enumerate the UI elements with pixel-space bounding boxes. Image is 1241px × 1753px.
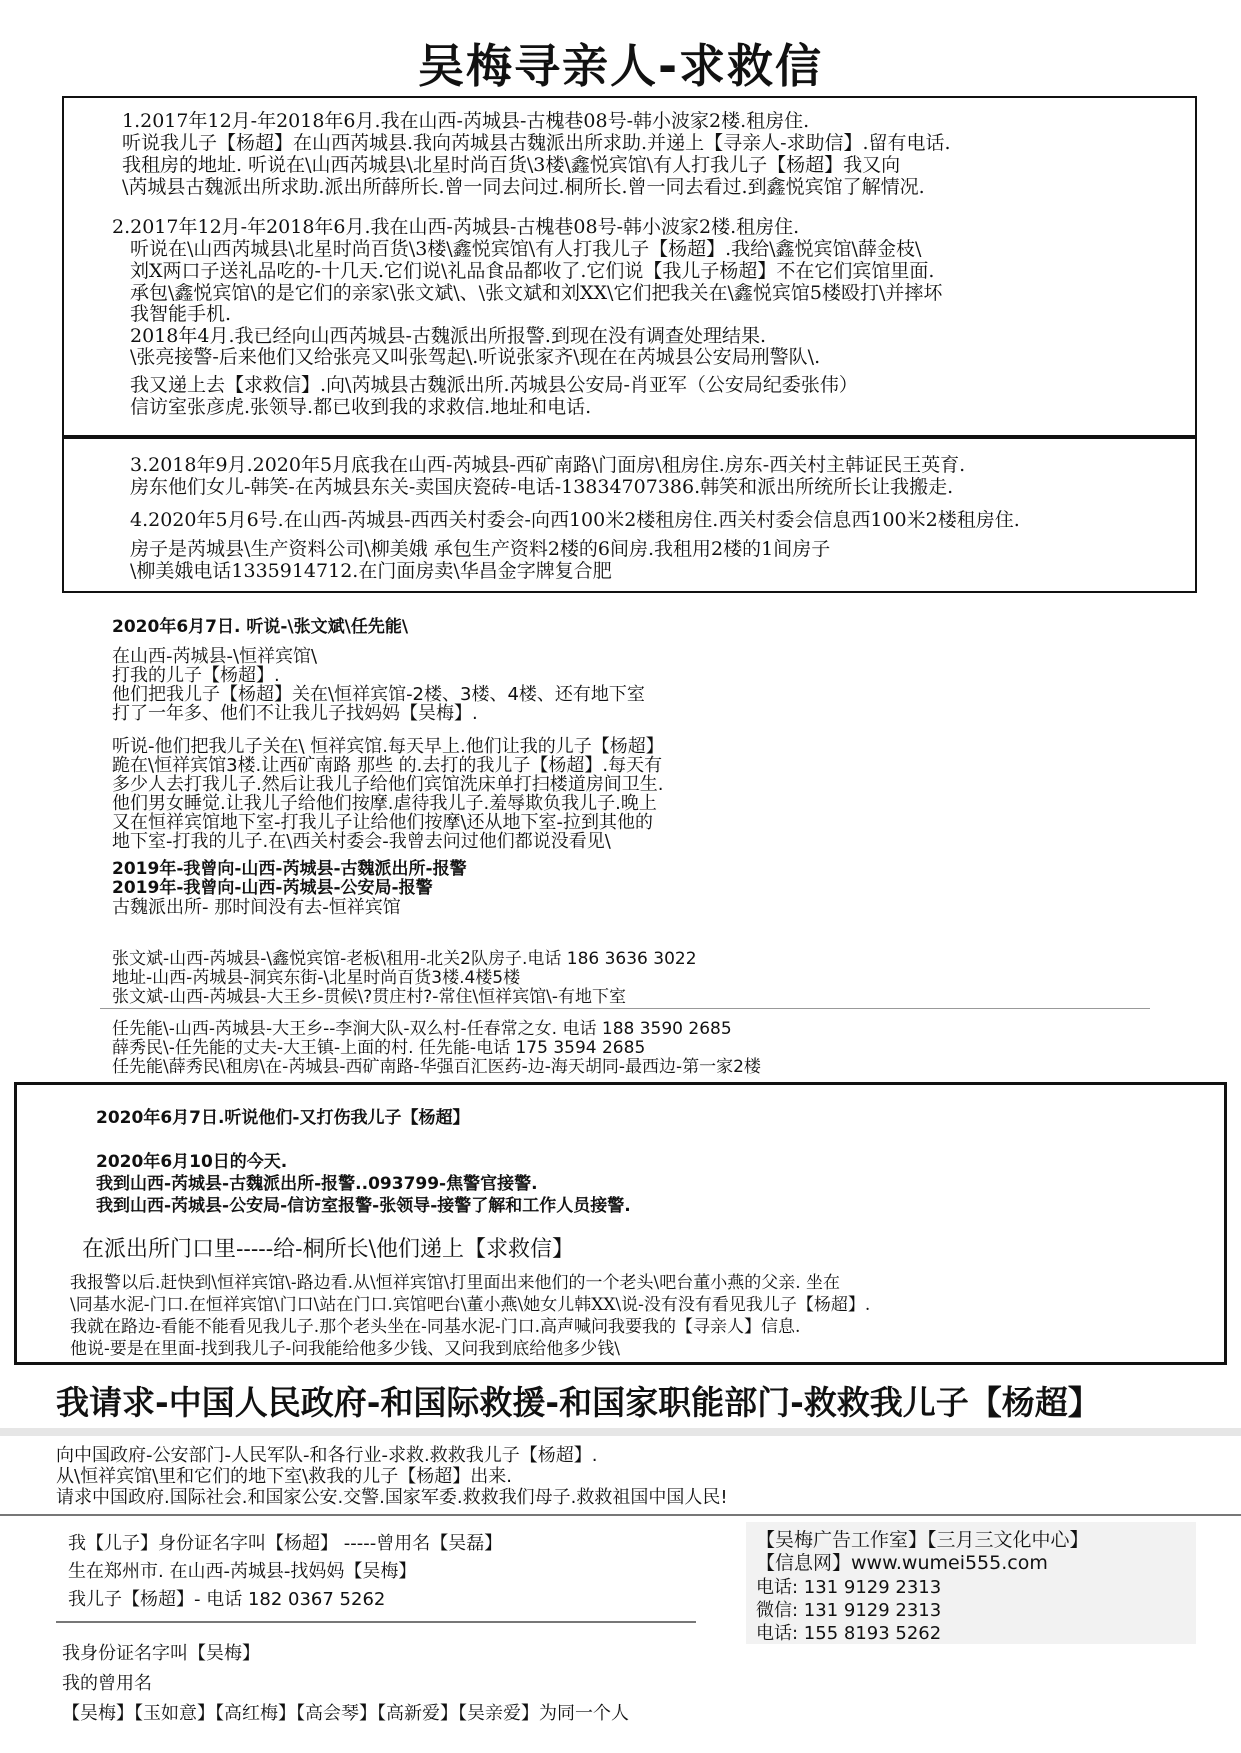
plea-line: 请求中国政府.国际社会.和国家公安.交警.国家军委.救救我们母子.救救祖国中国人民! bbox=[56, 1487, 728, 1508]
plea-line: 从\恒祥宾馆\里和它们的地下室\救我的儿子【杨超】出来. bbox=[56, 1466, 512, 1487]
section4-line: 任先能\-山西-芮城县-大王乡--李涧大队-双么村-任春常之女. 电话 188 3590 2685 bbox=[112, 1019, 732, 1039]
section1-line: 我租房的地址. 听说在\山西芮城县\北星时尚百货\3楼\鑫悦宾馆\有人打我儿子【杨超】我又向 bbox=[122, 154, 901, 176]
section1-line: \芮城县古魏派出所求助.派出所薛所长.曾一同去问过.桐所长.曾一同去看过.到鑫悦宾馆了解情况. bbox=[122, 176, 925, 198]
section4-line: 在山西-芮城县-\恒祥宾馆\ bbox=[112, 646, 318, 667]
plea-underline bbox=[0, 1428, 1241, 1436]
footer-left-line: 我儿子【杨超】- 电话 182 0367 5262 bbox=[68, 1589, 386, 1610]
section4-line: 任先能\薛秀民\租房\在-芮城县-西矿南路-华强百汇医药-边-海天胡同-最西边-第一家2楼 bbox=[112, 1057, 761, 1077]
page-title: 吴梅寻亲人-求救信 bbox=[417, 39, 824, 93]
section1-line: 听说我儿子【杨超】在山西芮城县.我向芮城县古魏派出所求助.并递上【寻亲人-求助信】.留有电话. bbox=[122, 132, 951, 154]
section2-line: 信访室张彦虎.张领导.都已收到我的求救信.地址和电话. bbox=[130, 396, 592, 418]
section4-line: 2019年-我曾向-山西-芮城县-古魏派出所-报警 bbox=[112, 859, 467, 879]
footer-right-line: 【信息网】www.wumei555.com bbox=[756, 1552, 1048, 1574]
section5-line: 我就在路边-看能不能看见我儿子.那个老头坐在-同基水泥-门口.高声喊问我要我的【寻亲人】信息. bbox=[70, 1317, 801, 1337]
section3-line: 房东他们女儿-韩笑-在芮城县东关-卖国庆瓷砖-电话-13834707386.韩笑和派出所统所长让我搬走. bbox=[130, 476, 954, 498]
footer-right-line: 电话: 131 9129 2313 bbox=[756, 1577, 942, 1598]
section2-line: 2018年4月.我已经向山西芮城县-古魏派出所报警.到现在没有调查处理结果. bbox=[130, 325, 766, 347]
footer-bottom-line: 我身份证名字叫【吴梅】 bbox=[62, 1643, 260, 1664]
section4-line: 地下室-打我的儿子.在\西关村委会-我曾去问过他们都说没看见\ bbox=[112, 831, 611, 852]
section2-line: 我又递上去【求救信】.向\芮城县古魏派出所.芮城县公安局-肖亚军（公安局纪委张伟） bbox=[130, 374, 858, 396]
section5-big-line: 在派出所门口里-----给-桐所长\他们递上【求救信】 bbox=[82, 1237, 575, 1262]
section4-line: 他们把我儿子【杨超】关在\恒祥宾馆-2楼、3楼、4楼、还有地下室 bbox=[112, 684, 645, 705]
section5-line: 我到山西-芮城县-古魏派出所-报警..093799-焦警官接警. bbox=[96, 1174, 538, 1194]
section5-line: \同基水泥-门口.在恒祥宾馆\门口\站在门口.宾馆吧台\董小燕\她女儿韩XX\说-没有没有看见我儿子【杨超】. bbox=[70, 1295, 871, 1315]
section2-line: 我智能手机. bbox=[130, 303, 232, 325]
section3-line: 3.2018年9月.2020年5月底我在山西-芮城县-西矿南路\门面房\租房住.房东-西关村主韩证民王英育. bbox=[130, 454, 966, 476]
section4-line: 张文斌-山西-芮城县-\鑫悦宾馆-老板\租用-北关2队房子.电话 186 3636 3022 bbox=[112, 949, 697, 969]
section4-line: 2019年-我曾向-山西-芮城县-公安局-报警 bbox=[112, 878, 433, 898]
section4-line: 跪在\恒祥宾馆3楼.让西矿南路 那些 的.去打的我儿子【杨超】.每天有 bbox=[112, 755, 663, 776]
footer-right-line: 【吴梅广告工作室】【三月三文化中心】 bbox=[756, 1529, 1089, 1551]
section4-line: 打了一年多、他们不让我儿子找妈妈【吴梅】. bbox=[112, 703, 478, 724]
section4-line: 他们男女睡觉.让我儿子给他们按摩.虐待我儿子.羞辱欺负我儿子.晚上 bbox=[112, 793, 657, 814]
section4-line: 打我的儿子【杨超】. bbox=[112, 665, 280, 686]
plea-line: 向中国政府-公安部门-人民军队-和各行业-求救.救救我儿子【杨超】. bbox=[56, 1445, 598, 1466]
footer-left-line: 生在郑州市. 在山西-芮城县-找妈妈【吴梅】 bbox=[68, 1561, 417, 1582]
section5-line: 他说-要是在里面-找到我儿子-问我能给他多少钱、又问我到底给他多少钱\ bbox=[70, 1339, 620, 1359]
footer-bottom-line: 【吴梅】【玉如意】【高红梅】【高会琴】【高新爱】【吴亲爱】为同一个人 bbox=[62, 1703, 629, 1724]
section3-line: \柳美娥电话1335914712.在门面房卖\华昌金字牌复合肥 bbox=[130, 560, 612, 582]
divider bbox=[0, 1514, 1241, 1516]
section5-line: 2020年6月7日.听说他们-又打伤我儿子【杨超】 bbox=[96, 1108, 470, 1128]
divider bbox=[100, 1008, 1150, 1009]
section4-line: 又在恒祥宾馆地下室-打我儿子让给他们按摩\还从地下室-拉到其他的 bbox=[112, 812, 654, 833]
section5-line: 2020年6月10日的今天. bbox=[96, 1152, 288, 1172]
divider bbox=[56, 1621, 696, 1623]
section4-line: 地址-山西-芮城县-洞宾东街-\北星时尚百货3楼.4楼5楼 bbox=[112, 968, 521, 988]
footer-bottom-line: 我的曾用名 bbox=[62, 1673, 152, 1694]
section4-line: 张文斌-山西-芮城县-大王乡-贯候\?贯庄村?-常住\恒祥宾馆\-有地下室 bbox=[112, 987, 627, 1007]
section2-line: \张亮接警-后来他们又给张亮又叫张驾起\.听说张家齐\现在在芮城县公安局刑警队\. bbox=[130, 346, 821, 368]
section1-line: 1.2017年12月-年2018年6月.我在山西-芮城县-古槐巷08号-韩小波家2楼.租房住. bbox=[122, 110, 810, 132]
section2-line: 2.2017年12月-年2018年6月.我在山西-芮城县-古槐巷08号-韩小波家2楼.租房住. bbox=[112, 216, 800, 238]
section3-line: 4.2020年5月6号.在山西-芮城县-西西关村委会-向西100米2楼租房住.西关村委会信息西100米2楼租房住. bbox=[130, 509, 1020, 531]
section4-line: 古魏派出所- 那时间没有去-恒祥宾馆 bbox=[112, 897, 401, 918]
section2-line: 刘X两口子送礼品吃的-十几天.它们说\礼品食品都收了.它们说【我儿子杨超】不在它们宾馆里面. bbox=[130, 260, 935, 282]
section3-line: 房子是芮城县\生产资料公司\柳美娥 承包生产资料2楼的6间房.我租用2楼的1间房子 bbox=[130, 538, 831, 560]
footer-left-line: 我【儿子】身份证名字叫【杨超】 -----曾用名【吴磊】 bbox=[68, 1533, 503, 1554]
footer-right-line: 电话: 155 8193 5262 bbox=[756, 1623, 942, 1644]
section2-line: 承包\鑫悦宾馆\的是它们的亲家\张文斌\、\张文斌和刘XX\它们把我关在\鑫悦宾馆5楼殴打\并摔坏 bbox=[130, 282, 943, 304]
plea-heading: 我请求-中国人民政府-和国际救援-和国家职能部门-救救我儿子【杨超】 bbox=[56, 1383, 1101, 1422]
section4-heading: 2020年6月7日. 听说-\张文斌\任先能\ bbox=[112, 617, 409, 637]
section2-line: 听说在\山西芮城县\北星时尚百货\3楼\鑫悦宾馆\有人打我儿子【杨超】.我给\鑫悦宾馆\薛金枝\ bbox=[130, 238, 922, 260]
footer-right-line: 微信: 131 9129 2313 bbox=[756, 1600, 942, 1621]
section5-line: 我到山西-芮城县-公安局-信访室报警-张领导-接警了解和工作人员接警. bbox=[96, 1196, 631, 1216]
section4-line: 多少人去打我儿子.然后让我儿子给他们宾馆洗床单打扫楼道房间卫生. bbox=[112, 774, 664, 795]
section4-line: 薛秀民\-任先能的丈夫-大王镇-上面的村. 任先能-电话 175 3594 2685 bbox=[112, 1038, 646, 1058]
section4-line: 听说-他们把我儿子关在\ 恒祥宾馆.每天早上.他们让我的儿子【杨超】 bbox=[112, 736, 664, 757]
section5-line: 我报警以后.赶快到\恒祥宾馆\-路边看.从\恒祥宾馆\打里面出来他们的一个老头\吧台董小燕的父亲. 坐在 bbox=[70, 1273, 840, 1293]
